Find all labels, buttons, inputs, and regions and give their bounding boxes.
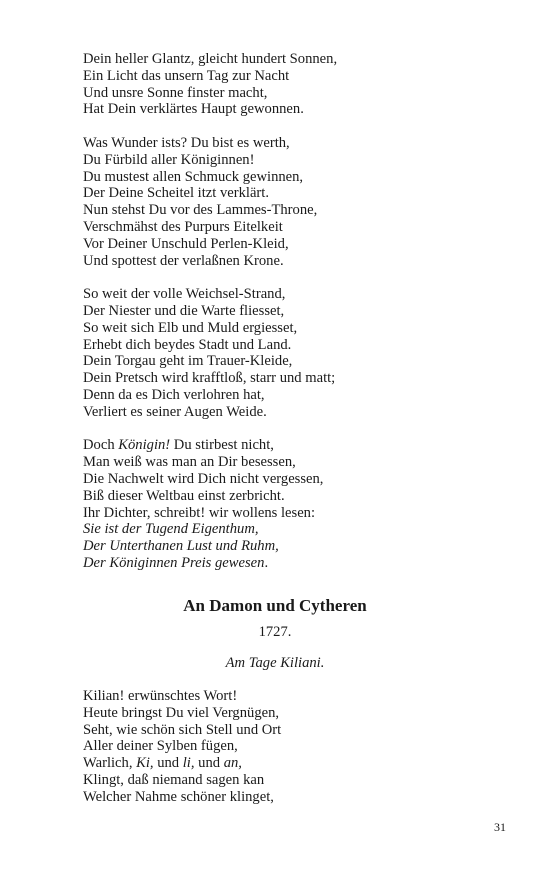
verse-text: Doch [83, 437, 119, 454]
verse-text: . [264, 554, 269, 571]
verse-line: Erhebt dich beydes Stadt und Land. [83, 336, 292, 353]
verse-line: Seht, wie schön sich Stell und Ort [83, 721, 282, 738]
verse-line: Hat Dein verklärtes Haupt gewonnen. [83, 101, 304, 118]
verse-line: Dein Pretsch wird krafftloß, starr und matt; [83, 370, 336, 387]
verse-line: Was Wunder ists? Du bist es werth, [83, 134, 290, 151]
stanza-1 [83, 51, 483, 118]
poem-title: An Damon und Cytheren [183, 596, 367, 615]
verse-line: Klingt, daß niemand sagen kan [83, 771, 265, 788]
verse-line: Denn da es Dich verlohren hat, [83, 386, 265, 403]
verse-line: Ein Licht das unsern Tag zur Nacht [83, 67, 290, 84]
verse-line: Dein heller Glantz, gleicht hundert Sonnen, [83, 51, 338, 67]
poem-kiliani [83, 688, 483, 806]
stanza-4 [83, 437, 483, 571]
verse-line: Du mustest allen Schmuck gewinnen, [83, 168, 304, 185]
verse-text-italic: Der Königinnen Preis gewesen [83, 554, 265, 571]
verse-line: Welcher Nahme schöner klinget, [83, 788, 274, 805]
verse-line: Man weiß was man an Dir besessen, [83, 454, 296, 471]
poem-subtitle: Am Tage Kiliani. [225, 655, 325, 671]
poem-year: 1727. [258, 624, 292, 640]
verse-line: Und spottest der verlaßnen Krone. [83, 252, 284, 269]
verse-text: Warlich, [83, 755, 137, 772]
verse-line: Aller deiner Sylben fügen, [83, 738, 238, 755]
verse-line: Und unsre Sonne finster macht, [83, 84, 268, 101]
verse-text: Du stirbest nicht, [170, 437, 274, 454]
verse-text-italic: Königin! [118, 437, 171, 454]
verse-line-italic: Sie ist der Tugend Eigenthum, [83, 521, 259, 538]
verse-text-italic: an, [223, 755, 242, 772]
verse-text: und [153, 755, 183, 772]
verse-line: Der Niester und die Warte fliesset, [83, 302, 285, 319]
verse-line [83, 437, 483, 454]
verse-line: So weit sich Elb und Muld ergiesset, [83, 319, 298, 336]
stanza-2 [83, 135, 483, 269]
verse-line: Der Deine Scheitel itzt verklärt. [83, 185, 269, 202]
verse-line: Du Fürbild aller Königinnen! [83, 151, 255, 168]
verse-line: Verschmähst des Purpurs Eitelkeit [83, 218, 283, 235]
verse-line: Verliert es seiner Augen Weide. [83, 403, 267, 420]
verse-line: Biß dieser Weltbau einst zerbricht. [83, 487, 285, 504]
verse-line: Kilian! erwünschtes Wort! [83, 688, 238, 704]
verse-line: Die Nachwelt wird Dich nicht vergessen, [83, 470, 324, 487]
verse-line [83, 755, 483, 772]
verse-line [83, 555, 483, 572]
verse-line: Heute bringst Du viel Vergnügen, [83, 704, 280, 721]
verse-line: Dein Torgau geht im Trauer-Kleide, [83, 353, 293, 370]
verse-text-italic: li, [182, 755, 195, 772]
verse-line: So weit der volle Weichsel-Strand, [83, 286, 286, 303]
page-number: 31 [494, 820, 506, 834]
verse-text: und [194, 755, 224, 772]
stanza-3 [83, 286, 483, 420]
verse-line: Nun stehst Du vor des Lammes-Throne, [83, 202, 318, 219]
verse-line: Ihr Dichter, schreibt! wir wollens lesen: [83, 504, 316, 521]
poem-continued [83, 51, 483, 572]
verse-line: Vor Deiner Unschuld Perlen-Kleid, [83, 235, 289, 252]
verse-text-italic: Ki, [136, 755, 154, 772]
verse-line-italic: Der Unterthanen Lust und Ruhm, [83, 538, 279, 555]
